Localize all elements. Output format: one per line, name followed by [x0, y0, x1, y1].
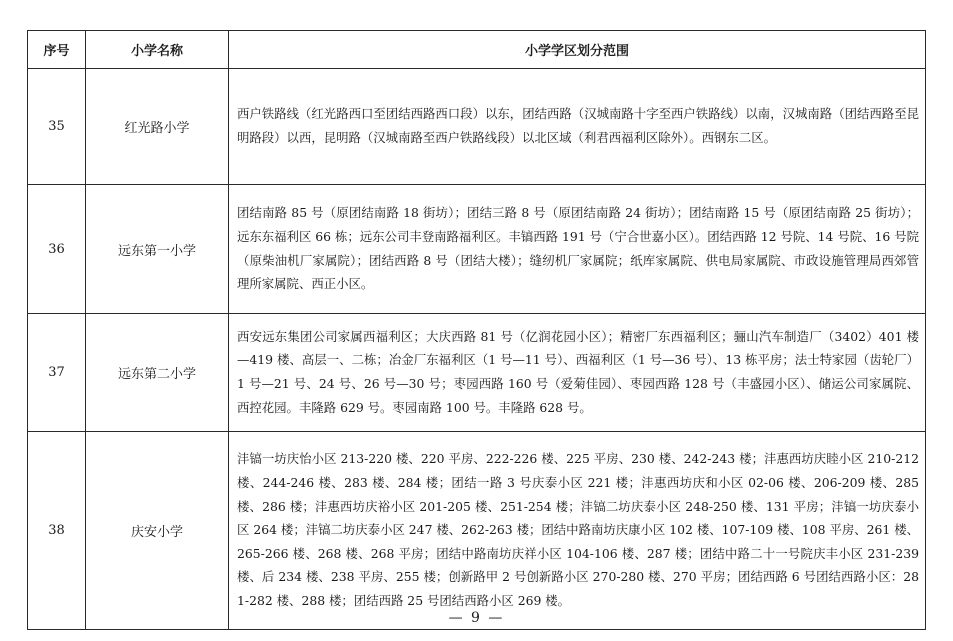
district-range: 西安远东集团公司家属西福利区；大庆西路 81 号（亿润花园小区）；精密厂东西福利区；骊山汽车制造厂（3402）401 楼—419 楼、高层一、二栋；冶金厂东福利区（1 号—11 号）、西福利区（1 号—36 号）、13 栋平房；法士特家园（齿轮厂）1 号—21 号、24 号、26 号—30 号；枣园西路 160 号（爱菊佳园）、枣园西路 128 号（丰盛园小区）、储运公司家属院、西控花园。丰隆路 629 号。枣园南路 100 号。丰隆路 628 号。 [229, 314, 926, 432]
district-range: 西户铁路线（红光路西口至团结西路西口段）以东，团结西路（汉城南路十字至西户铁路线）以南，汉城南路（团结西路至昆明路段）以西，昆明路（汉城南路至西户铁路线段）以北区域（利君西福利区除外）。西钢东二区。 [229, 69, 926, 185]
row-number: 37 [28, 314, 86, 432]
table-row [28, 69, 926, 185]
row-number: 38 [28, 432, 86, 630]
district-range: 团结南路 85 号（原团结南路 18 街坊）；团结三路 8 号（原团结南路 24 街坊）；团结南路 15 号（原团结南路 25 街坊）；远东东福利区 66 栋；远东公司丰登南路福利区。丰镐西路 191 号（宁合世嘉小区）。团结西路 12 号院、14 号院、16 号院（原柴油机厂家属院）；团结西路 8 号（团结大楼）；缝纫机厂家属院；纸库家属院、供电局家属院、市政设施管理局西郊管理所家属院、西正小区。 [229, 185, 926, 314]
table-row [28, 314, 926, 432]
school-name: 红光路小学 [86, 69, 229, 185]
page-number: — 9 — [448, 610, 505, 626]
row-number: 35 [28, 69, 86, 185]
header-district-range: 小学学区划分范围 [229, 31, 926, 69]
district-range: 沣镐一坊庆怡小区 213-220 楼、220 平房、222-226 楼、225 平房、230 楼、242-243 楼；沣惠西坊庆睦小区 210-212 楼、244-246 楼、283 楼、284 楼；团结一路 3 号庆泰小区 221 楼；沣惠西坊庆和小区 02-06 楼、206-209 楼、285 楼、286 楼；沣惠西坊庆裕小区 201-205 楼、251-254 楼；沣镐二坊庆泰小区 248-250 楼、131 平房；沣镐一坊庆泰小区 264 楼；沣镐二坊庆泰小区 247 楼、262-263 楼；团结中路南坊庆康小区 102 楼、107-109 楼、108 平房、261 楼、265-266 楼、268 楼、268 平房；团结中路南坊庆祥小区 104-106 楼、287 楼；团结中路二十一号院庆丰小区 231-239 楼、后 234 楼、238 平房、255 楼；创新路甲 2 号创新路小区 270-280 楼、270 平房；团结西路 6 号团结西路小区：281-282 楼、288 楼；团结西路 25 号团结西路小区 269 楼。 [229, 432, 926, 630]
school-district-table [27, 30, 926, 630]
row-number: 36 [28, 185, 86, 314]
table-row [28, 185, 926, 314]
school-name: 远东第二小学 [86, 314, 229, 432]
table-row [28, 432, 926, 630]
table-header-row [28, 31, 926, 69]
school-name: 远东第一小学 [86, 185, 229, 314]
header-school-name: 小学名称 [86, 31, 229, 69]
school-name: 庆安小学 [86, 432, 229, 630]
header-serial-number: 序号 [28, 31, 86, 69]
